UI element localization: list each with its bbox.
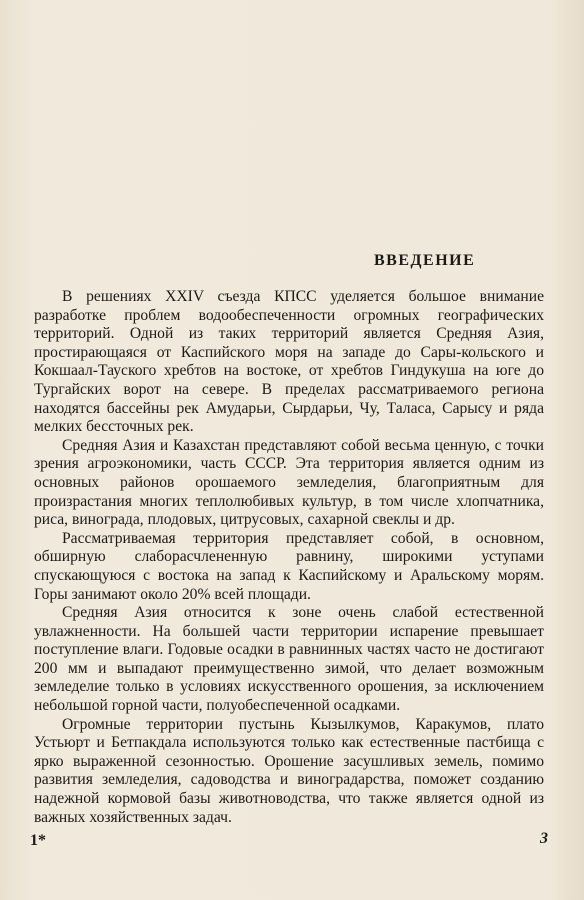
body-text xyxy=(34,288,544,827)
signature-mark: 1* xyxy=(30,832,46,849)
paragraph-3: Рассматриваемая территория представляет собой, в основном, обширную слаборасчлененную равнину, широкими уступами спускающуюся с востока на запад к Каспийскому и Аральскому морям. Горы занимают около 20% всей площади. xyxy=(34,529,544,603)
paragraph-1: В решениях XXIV съезда КПСС уделяется большое внимание разработке проблем водообеспеченности огромных географических территорий. Одной из таких территорий является Средняя Азия, простирающаяся от Каспийского моря на западе до Сары-кольского и Кокшаал-Тауского хребтов на востоке, от хребтов Гиндукуша на юге до Тургайских ворот на севере. В пределах рассматриваемого региона находятся бассейны рек Амударьи, Сырдарьи, Чу, Таласа, Сарысу и ряда мелких бессточных рек. xyxy=(34,288,544,436)
page-number: 3 xyxy=(540,830,548,847)
paragraph-4: Средняя Азия относится к зоне очень слабой естественной увлажненности. На большей части территории испарение превышает поступление влаги. Годовые осадки в равнинных частях часто не достигают 200 мм и выпадают преимущественно зимой, что делает возможным земледелие только в условиях искусственного орошения, за исключением небольшой горной части, полуобеспеченной осадками. xyxy=(34,604,544,715)
paragraph-2: Средняя Азия и Казахстан представляют собой весьма ценную, с точки зрения агроэкономики, часть СССР. Эта территория является одним из основных районов орошаемого земледелия, благоприятным для произрастания многих теплолюбивых культур, в том числе хлопчатника, риса, винограда, плодовых, цитрусовых, сахарной свеклы и др. xyxy=(34,436,544,529)
section-heading: ВВЕДЕНИЕ xyxy=(374,252,476,269)
paragraph-5: Огромные территории пустынь Кызылкумов, Каракумов, плато Устьюрт и Бетпакдала используются только как естественные пастбища с ярко выраженной сезонностью. Орошение засушливых земель, помимо развития земледелия, садоводства и виноградарства, поможет созданию надежной кормовой базы животноводства, что также является одной из важных хозяйственных задач. xyxy=(34,715,544,826)
